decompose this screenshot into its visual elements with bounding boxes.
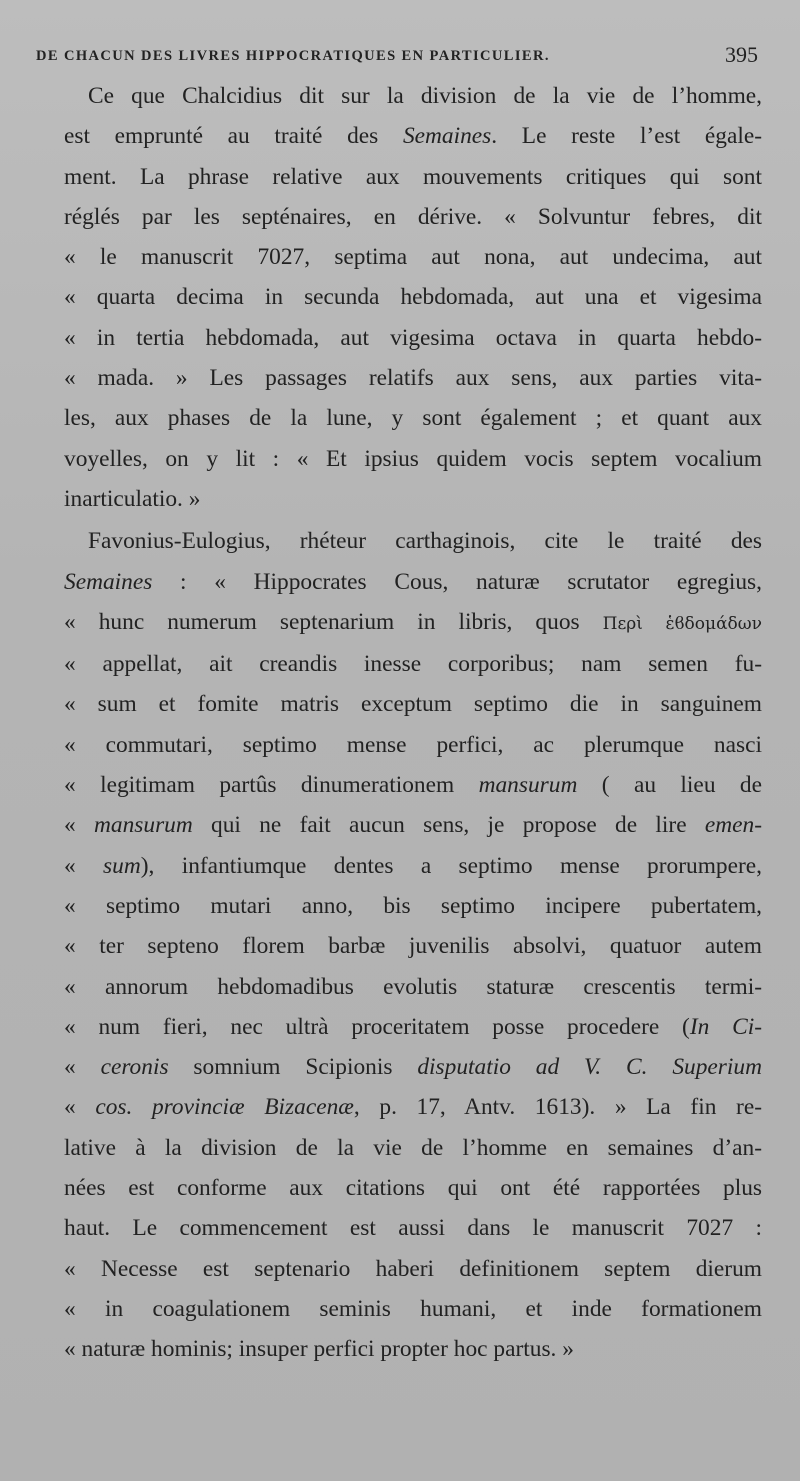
text-line: [40, 562, 762, 602]
text-span: « appellat, ait creandis inesse corporibus; nam semen fu-: [64, 651, 762, 678]
text-line: [40, 926, 762, 966]
italic-text: disputatio ad V. C. Superium: [417, 1054, 762, 1081]
text-line: [40, 725, 762, 765]
text-line: [40, 1128, 762, 1168]
text-line: [40, 644, 762, 684]
text-span: qui ne fait aucun sens, je propose de lire: [192, 812, 705, 839]
paragraph: [40, 76, 762, 519]
text-span: réglés par les septénaires, en dérive. « Solvuntur febres, dit: [64, 203, 762, 230]
text-line: [40, 1087, 762, 1127]
text-span: « Necesse est septenario haberi definitionem septem dierum: [64, 1255, 762, 1282]
text-span: « commutari, septimo mense perfici, ac plerumque nasci: [64, 731, 762, 758]
text-line: [40, 1249, 762, 1289]
text-line: [40, 846, 762, 886]
text-span: « quarta decima in secunda hebdomada, aut una et vigesima: [64, 284, 762, 311]
text-span: somnium Scipionis: [168, 1054, 418, 1081]
text-line: [40, 116, 762, 156]
text-span: « le manuscrit 7027, septima aut nona, aut undecima, aut: [64, 244, 762, 271]
text-span: ( au lieu de: [577, 772, 762, 799]
text-line: [40, 521, 762, 561]
text-span: « in coagulationem seminis humani, et inde formationem: [64, 1295, 762, 1322]
text-span: «: [64, 1054, 101, 1081]
text-span: ), infantiumque dentes a septimo mense prorumpere,: [140, 852, 762, 879]
text-span: «: [64, 812, 94, 839]
text-span: « septimo mutari anno, bis septimo incipere pubertatem,: [64, 892, 762, 919]
italic-text: Semaines: [64, 568, 153, 595]
text-line: [40, 439, 762, 479]
text-line: [40, 886, 762, 926]
text-span: « annorum hebdomadibus evolutis staturæ crescentis termi-: [64, 973, 762, 1000]
text-span: « hunc numerum septenarium in libris, quos: [64, 608, 603, 635]
text-span: « sum et fomite matris exceptum septimo die in sanguinem: [64, 691, 762, 718]
text-line: [40, 157, 762, 197]
text-line: [40, 1047, 762, 1087]
text-line: [40, 602, 762, 644]
text-line: [40, 398, 762, 438]
text-line: [40, 967, 762, 1007]
text-span: voyelles, on y lit : « Et ipsius quidem vocis septem vocalium: [64, 445, 762, 472]
text-span: « num fieri, nec ultrà proceritatem posse procedere (: [64, 1013, 690, 1040]
text-line: [40, 1329, 762, 1369]
text-line: [40, 237, 762, 277]
text-span: haut. Le commencement est aussi dans le manuscrit 7027 :: [64, 1215, 762, 1242]
text-span: les, aux phases de la lune, y sont également ; et quant aux: [64, 405, 762, 432]
text-line: [40, 197, 762, 237]
text-span: «: [64, 852, 104, 879]
text-line: [40, 684, 762, 724]
text-span: lative à la division de la vie de l’homme en semaines d’an-: [64, 1134, 762, 1161]
text-span: «: [64, 1094, 96, 1121]
italic-text: In Ci-: [689, 1013, 762, 1040]
text-span: , p. 17, Antv. 1613). » La fin re-: [353, 1094, 762, 1121]
italic-text: Semaines: [402, 123, 492, 150]
paragraph: [40, 521, 762, 1369]
text-line: [40, 1289, 762, 1329]
greek-text: Περὶ ἑϐδομάδων: [602, 613, 762, 634]
text-line: [40, 277, 762, 317]
italic-text: cos. provinciæ Bizacenæ: [95, 1094, 354, 1121]
text-body: [40, 76, 762, 1370]
text-line: [40, 1168, 762, 1208]
page-number: 395: [725, 42, 758, 67]
text-span: : « Hippocrates Cous, naturæ scrutator egregius,: [152, 568, 762, 595]
text-line: [40, 76, 762, 116]
running-title: DE CHACUN DES LIVRES HIPPOCRATIQUES EN PARTICULIER.: [36, 48, 550, 64]
text-line: [40, 318, 762, 358]
text-line: [40, 805, 762, 845]
text-span: « ter septeno florem barbæ juvenilis absolvi, quatuor autem: [64, 933, 762, 960]
text-line: [40, 1208, 762, 1248]
text-line: [40, 479, 762, 519]
italic-text: emen-: [704, 812, 762, 839]
italic-text: mansurum: [93, 812, 193, 839]
text-span: « naturæ hominis; insuper perfici propter hoc partus. »: [64, 1336, 574, 1363]
text-span: « in tertia hebdomada, aut vigesima octava in quarta hebdo-: [64, 324, 762, 351]
text-span: est emprunté au traité des: [64, 123, 403, 150]
italic-text: mansurum: [478, 772, 578, 799]
text-line: [40, 358, 762, 398]
text-span: nées est conforme aux citations qui ont été rapportées plus: [64, 1175, 762, 1202]
running-head: [36, 44, 758, 74]
text-span: Ce que Chalcidius dit sur la division de la vie de l’homme,: [88, 83, 762, 109]
text-span: Favonius-Eulogius, rhéteur carthaginois, cite le traité des: [88, 528, 762, 555]
italic-text: sum: [103, 852, 141, 879]
text-line: [40, 1007, 762, 1047]
text-span: « mada. » Les passages relatifs aux sens, aux parties vita-: [64, 365, 762, 392]
text-span: « legitimam partûs dinumerationem: [64, 772, 479, 799]
text-line: [40, 765, 762, 805]
text-span: . Le reste l’est égale-: [491, 123, 763, 150]
text-span: ment. La phrase relative aux mouvements critiques qui sont: [64, 163, 762, 190]
italic-text: ceronis: [100, 1054, 169, 1081]
text-span: inarticulatio. »: [64, 485, 201, 512]
